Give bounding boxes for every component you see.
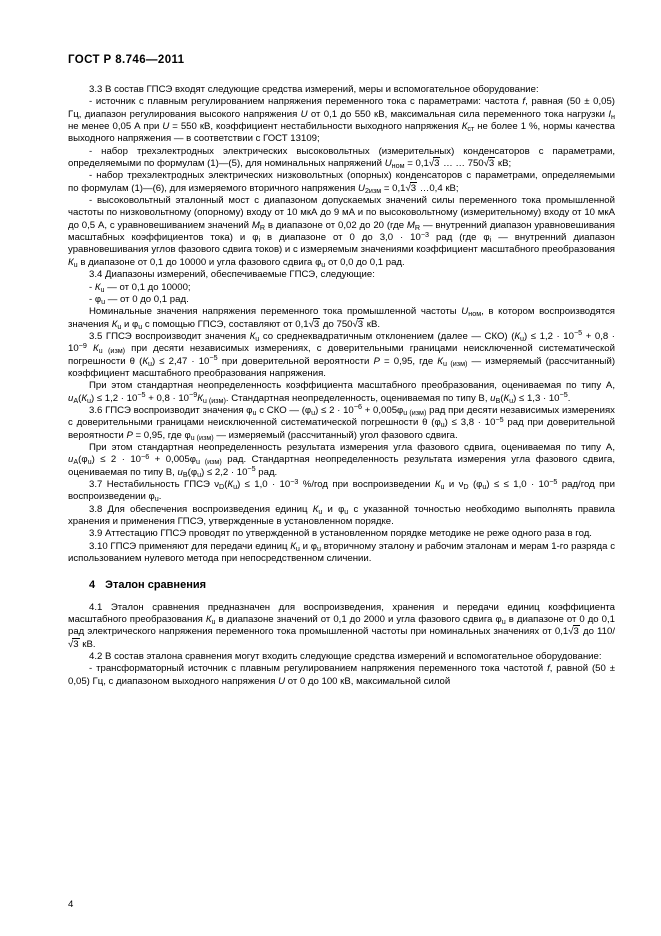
- paragraph: 3.9 Аттестацию ГПСЭ проводят по утвержденной в установленном порядке методике не реже одного раза в год.: [89, 528, 592, 540]
- page-header: ГОСТ Р 8.746—2011: [68, 54, 185, 66]
- paragraph: - набор трехэлектродных электрических высоковольтных (измерительных) конденсаторов с параметрами, определяемыми по формулам (1)—(5), для номинальных напряжений $U_{ном} = 0,1√3$ … … 750√3 кВ;: [68, 145, 615, 171]
- paragraph: - высоковольтный эталонный мост с диапазоном допускаемых значений силы переменного тока промышленной частоты по низковольтному (опорному) входу от 10 мкА до 9 мА и по высоковольтному (измерительному) входу от 10 мкА до 0,5 А, с уравновешиванием значений $М_R$ в диапазоне от 0,02 до 20 (где $М_R$ — внутренний диапазон уравновешивания масштабных коэффициентов тока) и $\varphi_i$ в диапазоне от 0 до $3,0 \cdot 10^{-3}$ рад (где $\varphi_i$ — внутренний диапазон уравновешивания углов фазового сдвига токов) и с измеряемым значениями коэффициент масштабного преобразования $К_u$ в диапазоне от 0,1 до 10000 и угла фазового сдвига $\varphi_u$ от 0,0 до 0,1 рад.: [68, 195, 615, 269]
- paragraph: - трансформаторный источник с плавным регулированием напряжения переменного тока частотой f, равной (50 ± 0,05) Гц, с диапазоном выходного напряжения U от 0 до 100 кВ, максимальной силой: [68, 663, 615, 687]
- paragraph: 3.8 Для обеспечения воспроизведения единиц $К_u$ и $\varphi_u$ с указанной точностью необходимо выполнять правила хранения и применения ГПСЭ, утвержденные в установленном порядке.: [68, 503, 615, 528]
- paragraph: - набор трехэлектродных электрических низковольтных (опорных) конденсаторов с параметрами, определяемыми по формулам (1)—(6), для измеряемого вторичного напряжения $U_{2изм} = 0,1√3$ …0,4 кВ;: [68, 170, 615, 195]
- page-number: 4: [68, 899, 74, 910]
- paragraph: - $\varphi_u$ — от 0 до 0,1 рад.: [89, 293, 189, 306]
- section-title: Эталон сравнения: [105, 579, 207, 592]
- paragraph: При этом стандартная неопределенность коэффициента масштабного преобразования, оцениваемая по типу А, $u_A(К_u) \le 1,2 \cdot 10^{-5} + 0,8 \cdot 10^{-9}К_{u (изм)}$. Стандартная неопределенность, оцениваемая по типу В, $u_B(К_u) \le 1,3 \cdot 10^{-5}$.: [68, 380, 615, 405]
- paragraph: 3.5 ГПСЭ воспроизводит значения $К_u$ со среднеквадратичным отклонением (далее — СКО) $(К_u) \le 1,2 \cdot 10^{-5} + 0,8 \cdot 10^{-9}$ $К_{u (изм)}$ при десяти независимых измерениях, с доверительными границами неисключенной систематической погрешности θ $(К_u) \le 2,47 \cdot 10^{-5}$ при доверительной вероятности Р = 0,95, где $К_{u (изм)}$ — измеряемый (рассчитанный) коэффициент масштабного преобразования напряжения.: [68, 328, 616, 379]
- paragraph: 3.6 ГПСЭ воспроизводит значения $\varphi_u$ с СКО — $(\varphi_u) \le 2 \cdot 10^{-6} + 0,005\varphi_{u (изм)}$ рад при десяти независимых измерениях с доверительными границами неисключенной систематической погрешности θ $(\varphi_u) \le 3,8 \cdot 10^{-5}$ рад при доверительной вероятности Р = 0,95, где $\varphi_{u (изм)}$ — измеряемый (рассчитанный) угол фазового сдвига.: [68, 402, 615, 442]
- section-3-paragraphs: [68, 84, 615, 565]
- paragraph: 3.3 В состав ГПСЭ входят следующие средства измерений, меры и вспомогательное оборудование:: [89, 84, 539, 95]
- paragraph: 3.4 Диапазоны измерений, обеспечиваемые ГПСЭ, следующие:: [89, 269, 375, 281]
- section-number: 4: [89, 579, 96, 592]
- paragraph: - $К_u$ — от 0,1 до 10000;: [89, 281, 191, 294]
- paragraph: - источник с плавным регулированием напряжения переменного тока с параметрами: частота f, равная (50 ± 0,05) Гц, диапазон регулирования высокого напряжения U от 0,1 до 550 кВ, максимальная сила переменного тока нагрузки $I_н$ не менее 0,05 А при U = 550 кВ, коэффициент нестабильности выходного напряжения $К_{ст}$ не более 1 %, нормы качества выходного напряжения — в соответствии с ГОСТ 13109;: [68, 96, 615, 145]
- paragraph: 3.7 Нестабильность ГПСЭ $\nu_D(К_u) \le 1,0 \cdot 10^{-3}$ %/год при воспроизведении $К_u$ и $\nu_D$ $(\varphi_u)$ ≤ ≤ $1,0 \cdot 10^{-5}$ рад/год при воспроизведении $\varphi_u$.: [68, 476, 615, 504]
- section-4-paragraphs: [68, 602, 615, 688]
- paragraph: 4.2 В состав эталона сравнения могут входить следующие средства измерений и вспомогательное оборудование:: [89, 651, 602, 663]
- paragraph: 4.1 Эталон сравнения предназначен для воспроизведения, хранения и передачи единиц коэффициента масштабного преобразования $К_u$ в диапазоне значений от 0,1 до 2000 и угла фазового сдвига $\varphi_u$ в диапазоне от 0 до 0,1 рад электрического напряжения переменного тока промышленной частоты при номинальных значениях от 0,1√3 до 110/√3 кВ.: [68, 601, 616, 650]
- paragraph: При этом стандартная неопределенность результата измерения угла фазового сдвига, оцениваемая по типу А, $u_A(\varphi_u) \le 2 \cdot 10^{-6} + 0,005\varphi_{u (изм)}$ рад. Стандартная неопределенность результата измерения угла фазового сдвига, оцениваемая по типу В, $u_B(\varphi_u) \le 2,2 \cdot 10^{-5}$ рад.: [68, 441, 615, 479]
- paragraph: 3.10 ГПСЭ применяют для передачи единиц $К_u$ и $\varphi_u$ вторичному эталону и рабочим эталонам и мерам 1-го разряда с использованием нулевого метода при непосредственном сличении.: [68, 540, 615, 565]
- paragraph: Номинальные значения напряжения переменного тока промышленной частоты $U_{ном}$, в котором воспроизводятся значения $К_u$ и $\varphi_u$ с помощью ГПСЭ, составляют от 0,1√3 до 750√3 кВ.: [68, 306, 615, 331]
- section-heading: [89, 579, 615, 591]
- document-body: [68, 84, 615, 688]
